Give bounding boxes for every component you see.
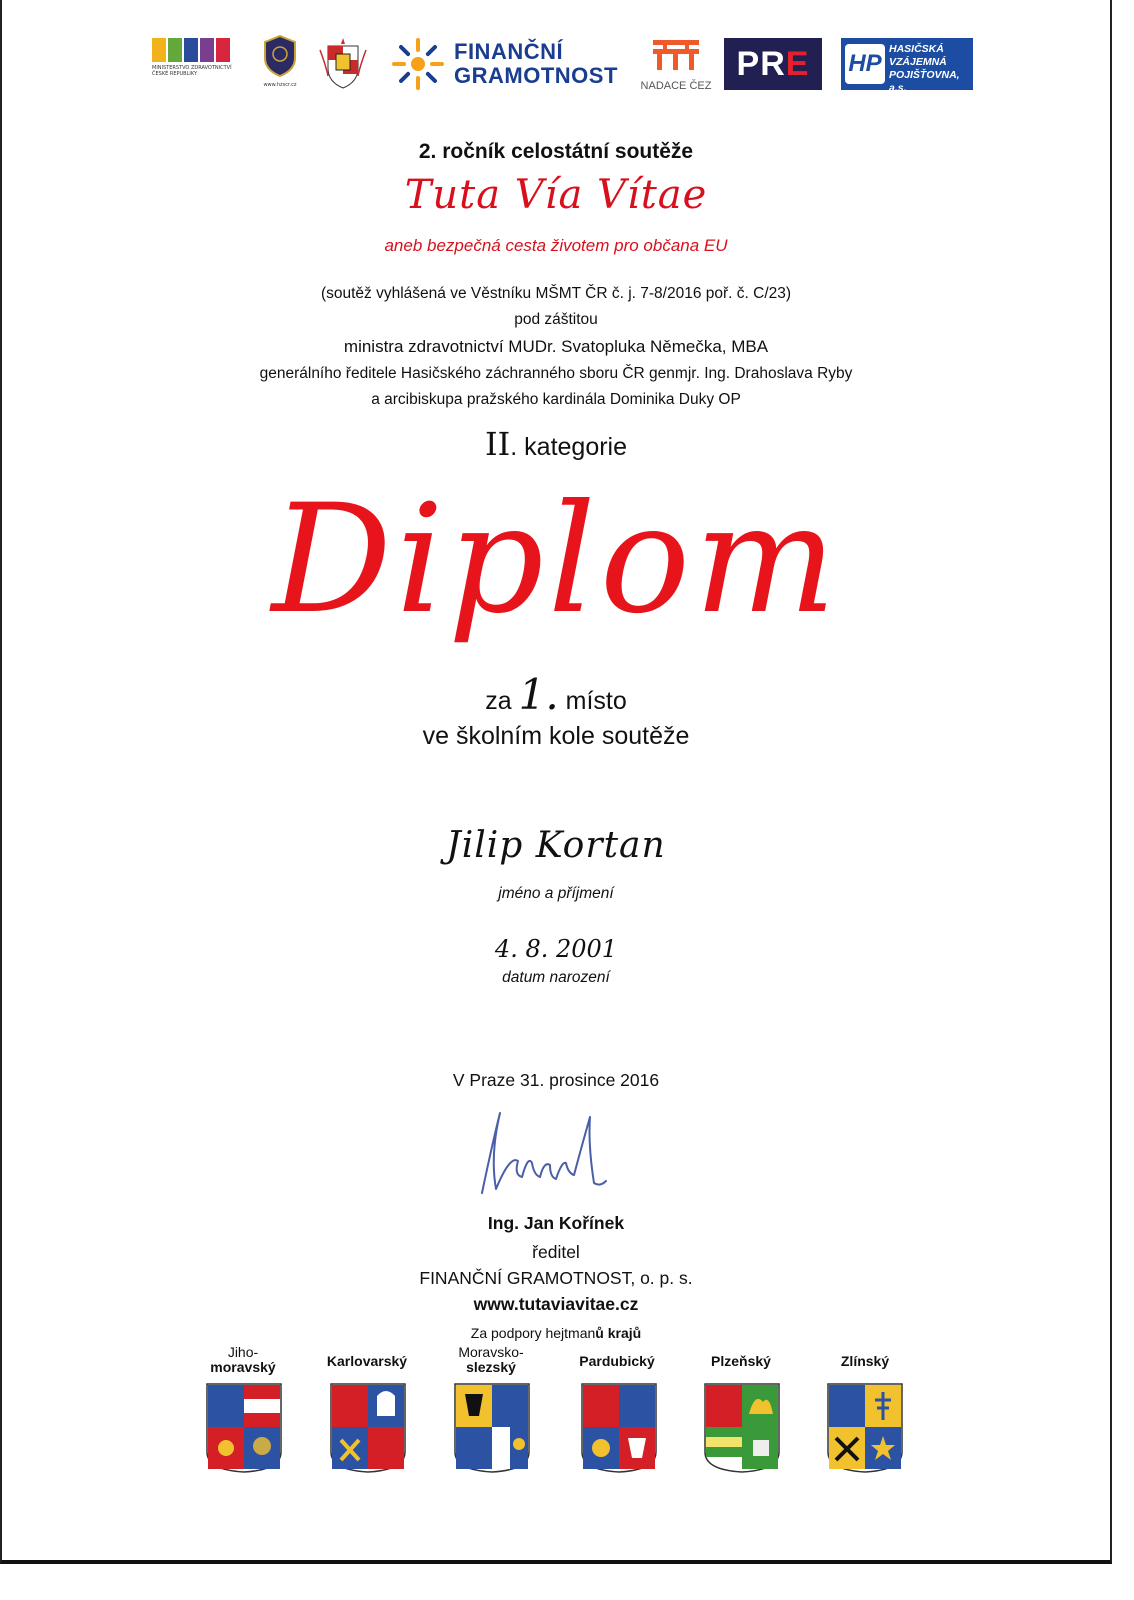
- competition-round: 2. ročník celostátní soutěže: [418, 140, 694, 163]
- hp-mark: HP: [845, 44, 885, 84]
- competition-subtitle: aneb bezpečná cesta životem pro občana EU: [384, 236, 728, 255]
- region-moravskoslezsky-bottom: slezský: [466, 1359, 516, 1375]
- award-suffix: místo: [558, 687, 627, 715]
- category-line: [0, 425, 1112, 463]
- hp-line3: POJIŠŤOVNA, a.s.: [889, 69, 960, 94]
- region-label-jihomoravsky: [198, 1345, 288, 1375]
- patronage-intro: pod záštitou: [514, 311, 598, 328]
- pre-logo-e: E: [785, 45, 810, 83]
- cez-mark-icon: [651, 38, 701, 72]
- region-label-pardubicky: Pardubický: [579, 1353, 655, 1369]
- archdiocese-coat-of-arms: [318, 36, 368, 90]
- signatory-name: Ing. Jan Kořínek: [487, 1213, 625, 1233]
- signatory-organization: FINANČNÍ GRAMOTNOST, o. p. s.: [419, 1268, 693, 1288]
- signatory-role: ředitel: [532, 1242, 580, 1262]
- award-dot: .: [545, 670, 559, 719]
- patron-minister: ministra zdravotnictví MUDr. Svatopluka Němečka, MBA: [343, 337, 769, 356]
- category-dot: .: [510, 433, 518, 461]
- pre-logo-main: PR: [736, 45, 786, 83]
- region-label-zlinsky: Zlínský: [840, 1353, 890, 1369]
- recipient-dob-caption: datum narození: [502, 969, 610, 986]
- award-line: [0, 670, 1112, 719]
- ministry-logo-caption: MINISTERSTVO ZDRAVOTNICTVÍ ČESKÉ REPUBLIKY: [152, 65, 232, 77]
- jihomoravsky-crest-icon: [205, 1382, 283, 1474]
- award-place: 1: [518, 670, 546, 719]
- region-label-moravskoslezsky: [446, 1345, 536, 1375]
- issue-place-date: V Praze 31. prosince 2016: [452, 1070, 660, 1090]
- bulletin-reference: (soutěž vyhlášená ve Věstníku MŠMT ČR č. j. 7-8/2016 poř. č. C/23): [320, 285, 792, 302]
- patron-archbishop: a arcibiskupa pražského kardinála Dominika Duky OP: [371, 391, 741, 408]
- moravskoslezsky-crest-icon: [453, 1382, 531, 1474]
- region-label-plzensky: Plzeňský: [711, 1353, 771, 1369]
- support-regions-word: krajů: [607, 1325, 642, 1341]
- nadace-cez-logo: [640, 38, 712, 90]
- fg-logo-line2: GRAMOTNOST: [454, 63, 618, 88]
- category-label: kategorie: [517, 433, 628, 461]
- recipient-name: Jilip Kortan: [446, 825, 666, 866]
- hp-line1: HASIČSKÁ: [889, 43, 944, 55]
- financni-gramotnost-logo: [390, 38, 625, 90]
- cez-logo-label: NADACE ČEZ: [640, 80, 712, 92]
- fire-rescue-service-logo: [262, 34, 298, 90]
- zlinsky-crest-icon: [826, 1382, 904, 1474]
- competition-title: Tuta Vía Vítae: [404, 172, 708, 218]
- award-prefix: za: [485, 687, 519, 715]
- pardubicky-crest-icon: [580, 1382, 658, 1474]
- karlovarsky-crest-icon: [329, 1382, 407, 1474]
- fg-logo-line1: FINANČNÍ: [454, 39, 564, 64]
- award-level: ve školním kole soutěže: [422, 722, 690, 750]
- hp-line2: VZÁJEMNÁ: [889, 56, 947, 68]
- website-link[interactable]: www.tutaviavitae.cz: [473, 1294, 639, 1314]
- region-jihomoravsky-bottom: moravský: [210, 1359, 276, 1375]
- recipient-name-caption: jméno a příjmení: [498, 885, 614, 902]
- support-bold-suffix: ů: [595, 1325, 604, 1341]
- plzensky-crest-icon: [703, 1382, 781, 1474]
- category-number: II: [484, 425, 511, 463]
- sunburst-icon: [390, 38, 446, 90]
- region-moravskoslezsky-top: Moravsko-: [458, 1344, 524, 1360]
- hasicska-pojistovna-logo: [841, 38, 973, 94]
- region-label-karlovarsky: Karlovarský: [326, 1353, 408, 1369]
- recipient-dob: 4. 8. 2001: [494, 935, 618, 963]
- diploma-heading: Diplom: [271, 473, 841, 647]
- ministry-of-health-logo: [152, 38, 237, 88]
- region-jihomoravsky-top: Jiho-: [227, 1344, 259, 1360]
- patron-fire-director: generálního ředitele Hasičského záchranného sboru ČR genmjr. Ing. Drahoslava Ryby: [259, 365, 853, 382]
- hzs-logo-caption: www.hzscr.cz: [263, 82, 297, 88]
- support-prefix: Za podpory hejtman: [470, 1325, 596, 1341]
- regional-support-line: [0, 1325, 1112, 1341]
- signature-image: [470, 1105, 620, 1200]
- pre-logo: [724, 38, 822, 90]
